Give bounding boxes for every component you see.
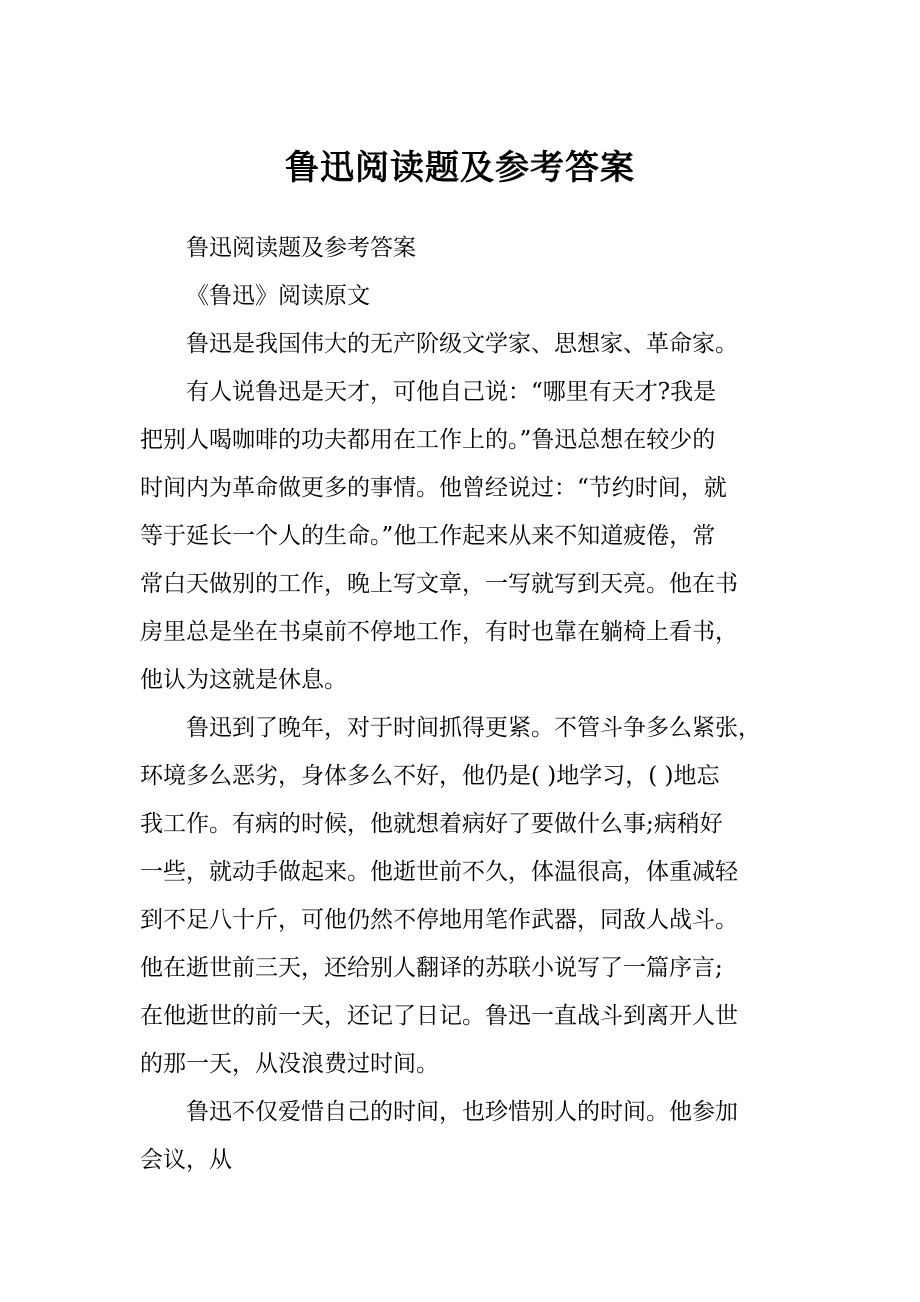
document-body [140, 224, 788, 1184]
paragraph-intro: 鲁迅是我国伟大的无产阶级文学家、思想家、革命家。 [186, 331, 738, 357]
paragraph-source-heading: 《鲁迅》阅读原文 [186, 283, 370, 309]
paragraph-subtitle: 鲁迅阅读题及参考答案 [186, 235, 416, 261]
document-title: 鲁迅阅读题及参考答案 [285, 148, 635, 188]
paragraph-genius: 有人说鲁迅是天才，可他自己说：“哪里有天才?我是 把别人喝咖啡的功夫都用在工作上的。”鲁迅总想在较少的 时间内为革命做更多的事情。他曾经说过：“节约时间，就 等于延长一个人的生命。”他工作起来从来不知道疲倦，常 常白天做别的工作，晚上写文章，一写就写到天亮。他在书 房里总是坐在书桌前不停地工作，有时也靠在躺椅上看书， 他认为这就是休息。 [140, 379, 738, 693]
paragraph-later-years: 鲁迅到了晚年，对于时间抓得更紧。不管斗争多么紧张， 环境多么恶劣，身体多么不好，他仍是( )地学习，( )地忘 我工作。有病的时候，他就想着病好了要做什么事;病稍好 一些，就动手做起来。他逝世前不久，体温很高，体重减轻 到不足八十斤，可他仍然不停地用笔作武器，同敌人战斗。 他在逝世前三天，还给别人翻译的苏联小说写了一篇序言; 在他逝世的前一天，还记了日记。鲁迅一直战斗到离开人世 的那一天，从没浪费过时间。 [140, 715, 761, 1077]
paragraph-others-time: 鲁迅不仅爱惜自己的时间，也珍惜别人的时间。他参加 会议，从 [140, 1099, 738, 1173]
